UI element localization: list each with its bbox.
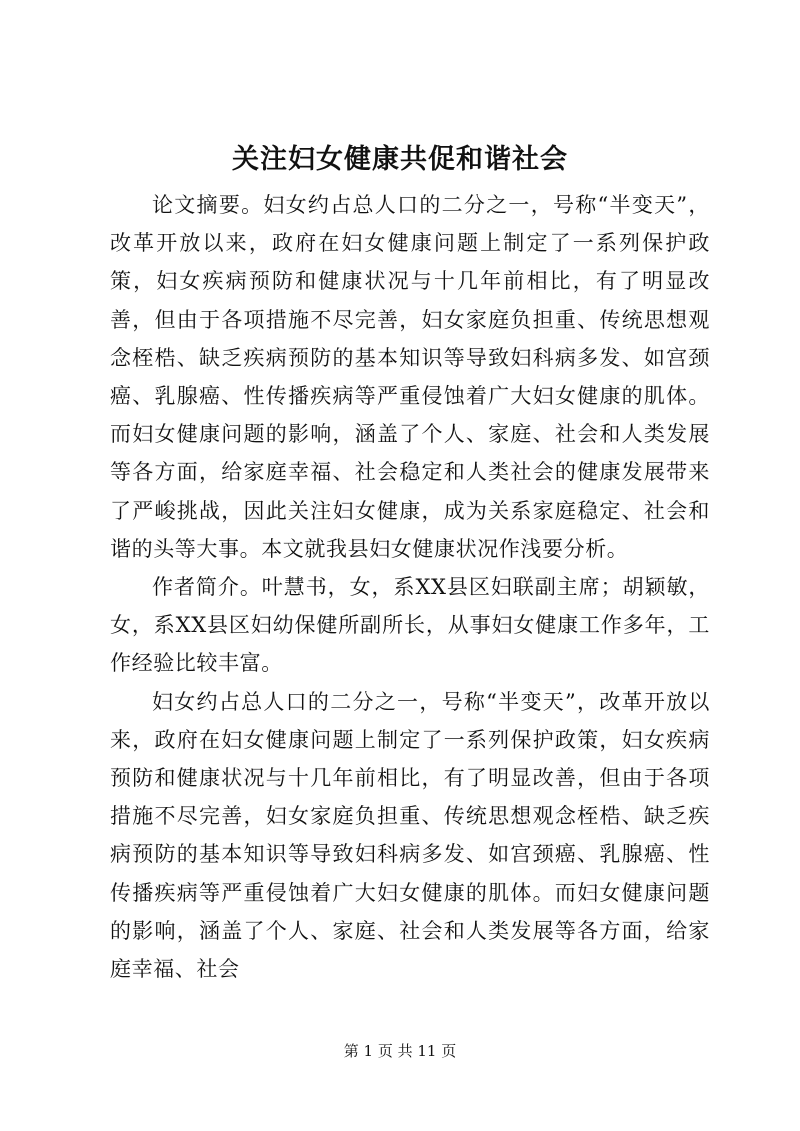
document-body: [110, 186, 710, 988]
paragraph-main: 妇女约占总人口的二分之一，号称“半变天”，改革开放以来，政府在妇女健康问题上制定了一系列保护政策，妇女疾病预防和健康状况与十几年前相比，有了明显改善，但由于各项措施不尽完善，妇女家庭负担重、传统思想观念桎梏、缺乏疾病预防的基本知识等导致妇科病多发、如宫颈癌、乳腺癌、性传播疾病等严重侵蚀着广大妇女健康的肌体。而妇女健康问题的影响，涵盖了个人、家庭、社会和人类发展等各方面，给家庭幸福、社会: [110, 689, 710, 982]
paragraph-author-intro: 作者简介。叶慧书，女，系XX县区妇联副主席；胡颖敏，女，系XX县区妇幼保健所副所长，从事妇女健康工作多年，工作经验比较丰富。: [110, 575, 710, 676]
document-title: 关注妇女健康共促和谐社会: [232, 144, 568, 175]
page-footer: 第 1 页 共 11 页: [343, 1042, 457, 1060]
paragraph-abstract: 论文摘要。妇女约占总人口的二分之一，号称“半变天”，改革开放以来，政府在妇女健康问题上制定了一系列保护政策，妇女疾病预防和健康状况与十几年前相比，有了明显改善，但由于各项措施不尽完善，妇女家庭负担重、传统思想观念桎梏、缺乏疾病预防的基本知识等导致妇科病多发、如宫颈癌、乳腺癌、性传播疾病等严重侵蚀着广大妇女健康的肌体。而妇女健康问题的影响，涵盖了个人、家庭、社会和人类发展等各方面，给家庭幸福、社会稳定和人类社会的健康发展带来了严峻挑战，因此关注妇女健康，成为关系家庭稳定、社会和谐的头等大事。本文就我县妇女健康状况作浅要分析。: [110, 193, 710, 561]
